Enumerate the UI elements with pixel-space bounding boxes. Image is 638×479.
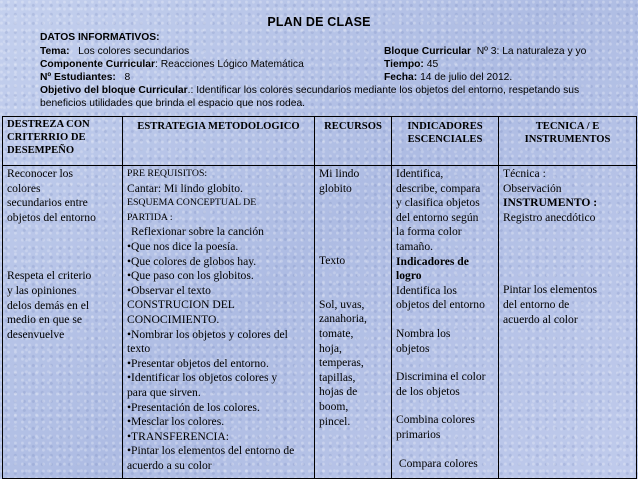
header-destreza [3, 117, 123, 166]
estudiantes-value: 8 [124, 72, 131, 83]
tiempo-row [384, 58, 438, 71]
tecnica-line: acuerdo al color [503, 312, 578, 326]
fecha-value: 14 de julio del 2012. [420, 72, 513, 83]
destreza-line: delos demás en el [7, 298, 90, 312]
estrategia-line: CONOCIMIENTO. [127, 312, 220, 326]
estrategia-line: •Que colores de globos hay. [127, 254, 257, 268]
objetivo-label: Objetivo del bloque Curricular [40, 85, 188, 96]
recursos-cell [315, 166, 392, 479]
recursos-line: zanahoria, [319, 312, 367, 326]
tecnica-label: Técnica : [503, 167, 546, 180]
indicadores-logro-heading: logro [396, 269, 422, 283]
indicadores-line: Nombra los [396, 326, 451, 340]
recursos-line: Mi lindo [319, 167, 360, 180]
table-header-row [3, 117, 637, 166]
indicadores-line: Identifica los [396, 283, 457, 297]
indicadores-logro-heading: Indicadores de [396, 254, 469, 268]
lesson-plan-table [2, 116, 637, 479]
header-recursos: RECURSOS [315, 117, 392, 166]
tecnica-observacion: Observación [503, 181, 562, 195]
prerequisitos-label: PRE REQUISITOS: [127, 168, 208, 179]
objetivo-value: .: Identificar los colores secundarios mediante los objetos del entorno, respetando sus [187, 85, 580, 96]
recursos-line: temperas, [319, 356, 364, 370]
recursos-line: Texto [319, 254, 346, 268]
destreza-line: Reconocer los [7, 167, 73, 180]
destreza-line: objetos del entorno [7, 210, 96, 224]
recursos-line: tapillas, [319, 370, 356, 384]
lesson-plan-header [0, 0, 638, 116]
tecnica-cell [499, 166, 637, 479]
estrategia-line: CONSTRUCION DEL [127, 298, 235, 312]
indicadores-line: Compara colores [396, 456, 478, 470]
destreza-line: desenvuelve [7, 327, 65, 341]
estrategia-line: •Nombrar los objetos y colores del [127, 327, 288, 341]
indicadores-line: primarios [396, 427, 441, 441]
recursos-line: pincel. [319, 414, 351, 428]
indicadores-line: objetos [396, 341, 430, 355]
header-indicadores-line: ESCENCIALES [407, 134, 483, 145]
header-indicadores [392, 117, 499, 166]
header-estrategia: ESTRATEGIA METODOLOGICO [123, 117, 315, 166]
recursos-line: boom, [319, 399, 349, 413]
indicadores-line: Identifica, [396, 167, 444, 180]
destreza-line: colores [7, 181, 41, 195]
estrategia-line: acuerdo a su color [127, 458, 212, 472]
componente-row [40, 58, 304, 71]
destreza-line: secundarios entre [7, 196, 88, 210]
estrategia-line: •Observar el texto [127, 283, 211, 297]
tiempo-label: Tiempo: [384, 59, 424, 70]
estudiantes-row [40, 71, 130, 84]
bloque-row [384, 45, 586, 58]
tema-value: Los colores secundarios [78, 46, 190, 57]
indicadores-line: la forma color [396, 225, 462, 239]
bloque-label: Bloque Curricular [384, 46, 471, 57]
estrategia-line: •Identificar los objetos colores y [127, 371, 278, 385]
estrategia-cell [123, 166, 315, 479]
estrategia-line: •Mesclar los colores. [127, 415, 225, 429]
fecha-row [384, 71, 512, 84]
header-tecnica [499, 117, 637, 166]
estrategia-line: texto [127, 342, 151, 356]
destreza-line: y las opiniones [7, 283, 77, 297]
estrategia-line: Reflexionar sobre la canción [131, 225, 264, 239]
estrategia-line: •Presentación de los colores. [127, 400, 260, 414]
instrumento-label: INSTRUMENTO : [503, 196, 598, 210]
estrategia-line: •Pintar los elementos del entorno de [127, 444, 295, 458]
indicadores-line: del entorno según [396, 210, 479, 224]
componente-label: Componente Curricular [40, 59, 155, 70]
page-title: PLAN DE CLASE [267, 15, 371, 29]
tecnica-line: del entorno de [503, 297, 570, 311]
indicadores-line: describe, compara [396, 181, 481, 195]
recursos-line: tomate, [319, 326, 354, 340]
indicadores-cell [392, 166, 499, 479]
estrategia-line: •Que paso con los globitos. [127, 269, 254, 283]
info-section-label: DATOS INFORMATIVOS: [40, 32, 160, 43]
fecha-label: Fecha: [384, 72, 418, 83]
objetivo-row [40, 84, 579, 97]
table-row [3, 166, 637, 479]
destreza-cell [3, 166, 123, 479]
header-tecnica-line: INSTRUMENTOS [524, 134, 611, 145]
tema-row [40, 45, 189, 58]
indicadores-line: Discrimina el color [396, 370, 486, 384]
estrategia-line: •Que nos dice la poesía. [127, 239, 239, 253]
estrategia-line: Cantar: Mi lindo globito. [127, 181, 243, 195]
estudiantes-label: Nº Estudiantes: [40, 72, 116, 83]
header-indicadores-line: INDICADORES [407, 121, 483, 132]
destreza-line: Respeta el criterio [7, 269, 92, 283]
recursos-line: hojas de [319, 385, 358, 399]
tecnica-line: Pintar los elementos [503, 283, 598, 297]
header-tecnica-line: TECNICA / E [535, 121, 600, 132]
header-destreza-line: DESEMPEÑO [7, 145, 75, 156]
indicadores-line: objetos del entorno [396, 298, 485, 312]
indicadores-line: tamaño. [396, 239, 434, 253]
destreza-line: medio en que se [7, 313, 83, 327]
estrategia-line: •Presentar objetos del entorno. [127, 356, 269, 370]
recursos-line: globito [319, 181, 352, 195]
estrategia-line: PARTIDA : [127, 211, 173, 223]
indicadores-line: de los objetos [396, 384, 460, 398]
componente-value: : Reacciones Lógico Matemática [155, 59, 304, 70]
estrategia-line: ESQUEMA CONCEPTUAL DE [127, 197, 257, 209]
bloque-value: Nº 3: La naturaleza y yo [476, 46, 587, 57]
instrumento-registro: Registro anecdótico [503, 210, 596, 224]
header-destreza-line: DESTREZA CON [7, 119, 90, 130]
indicadores-line: Combina colores [396, 413, 475, 427]
recursos-line: hoja, [319, 341, 342, 355]
recursos-line: Sol, uvas, [319, 297, 365, 311]
estrategia-line: •TRANSFERENCIA: [127, 429, 229, 443]
indicadores-line: y clasifica objetos [396, 196, 480, 210]
estrategia-line: para que sirven. [127, 385, 201, 399]
tema-label: Tema: [40, 46, 70, 57]
header-destreza-line: CRITERRIO DE [7, 132, 86, 143]
objetivo-continuation: beneficios utilidades que brinda el espacio que nos rodea. [40, 98, 306, 109]
tiempo-value: 45 [426, 59, 439, 70]
